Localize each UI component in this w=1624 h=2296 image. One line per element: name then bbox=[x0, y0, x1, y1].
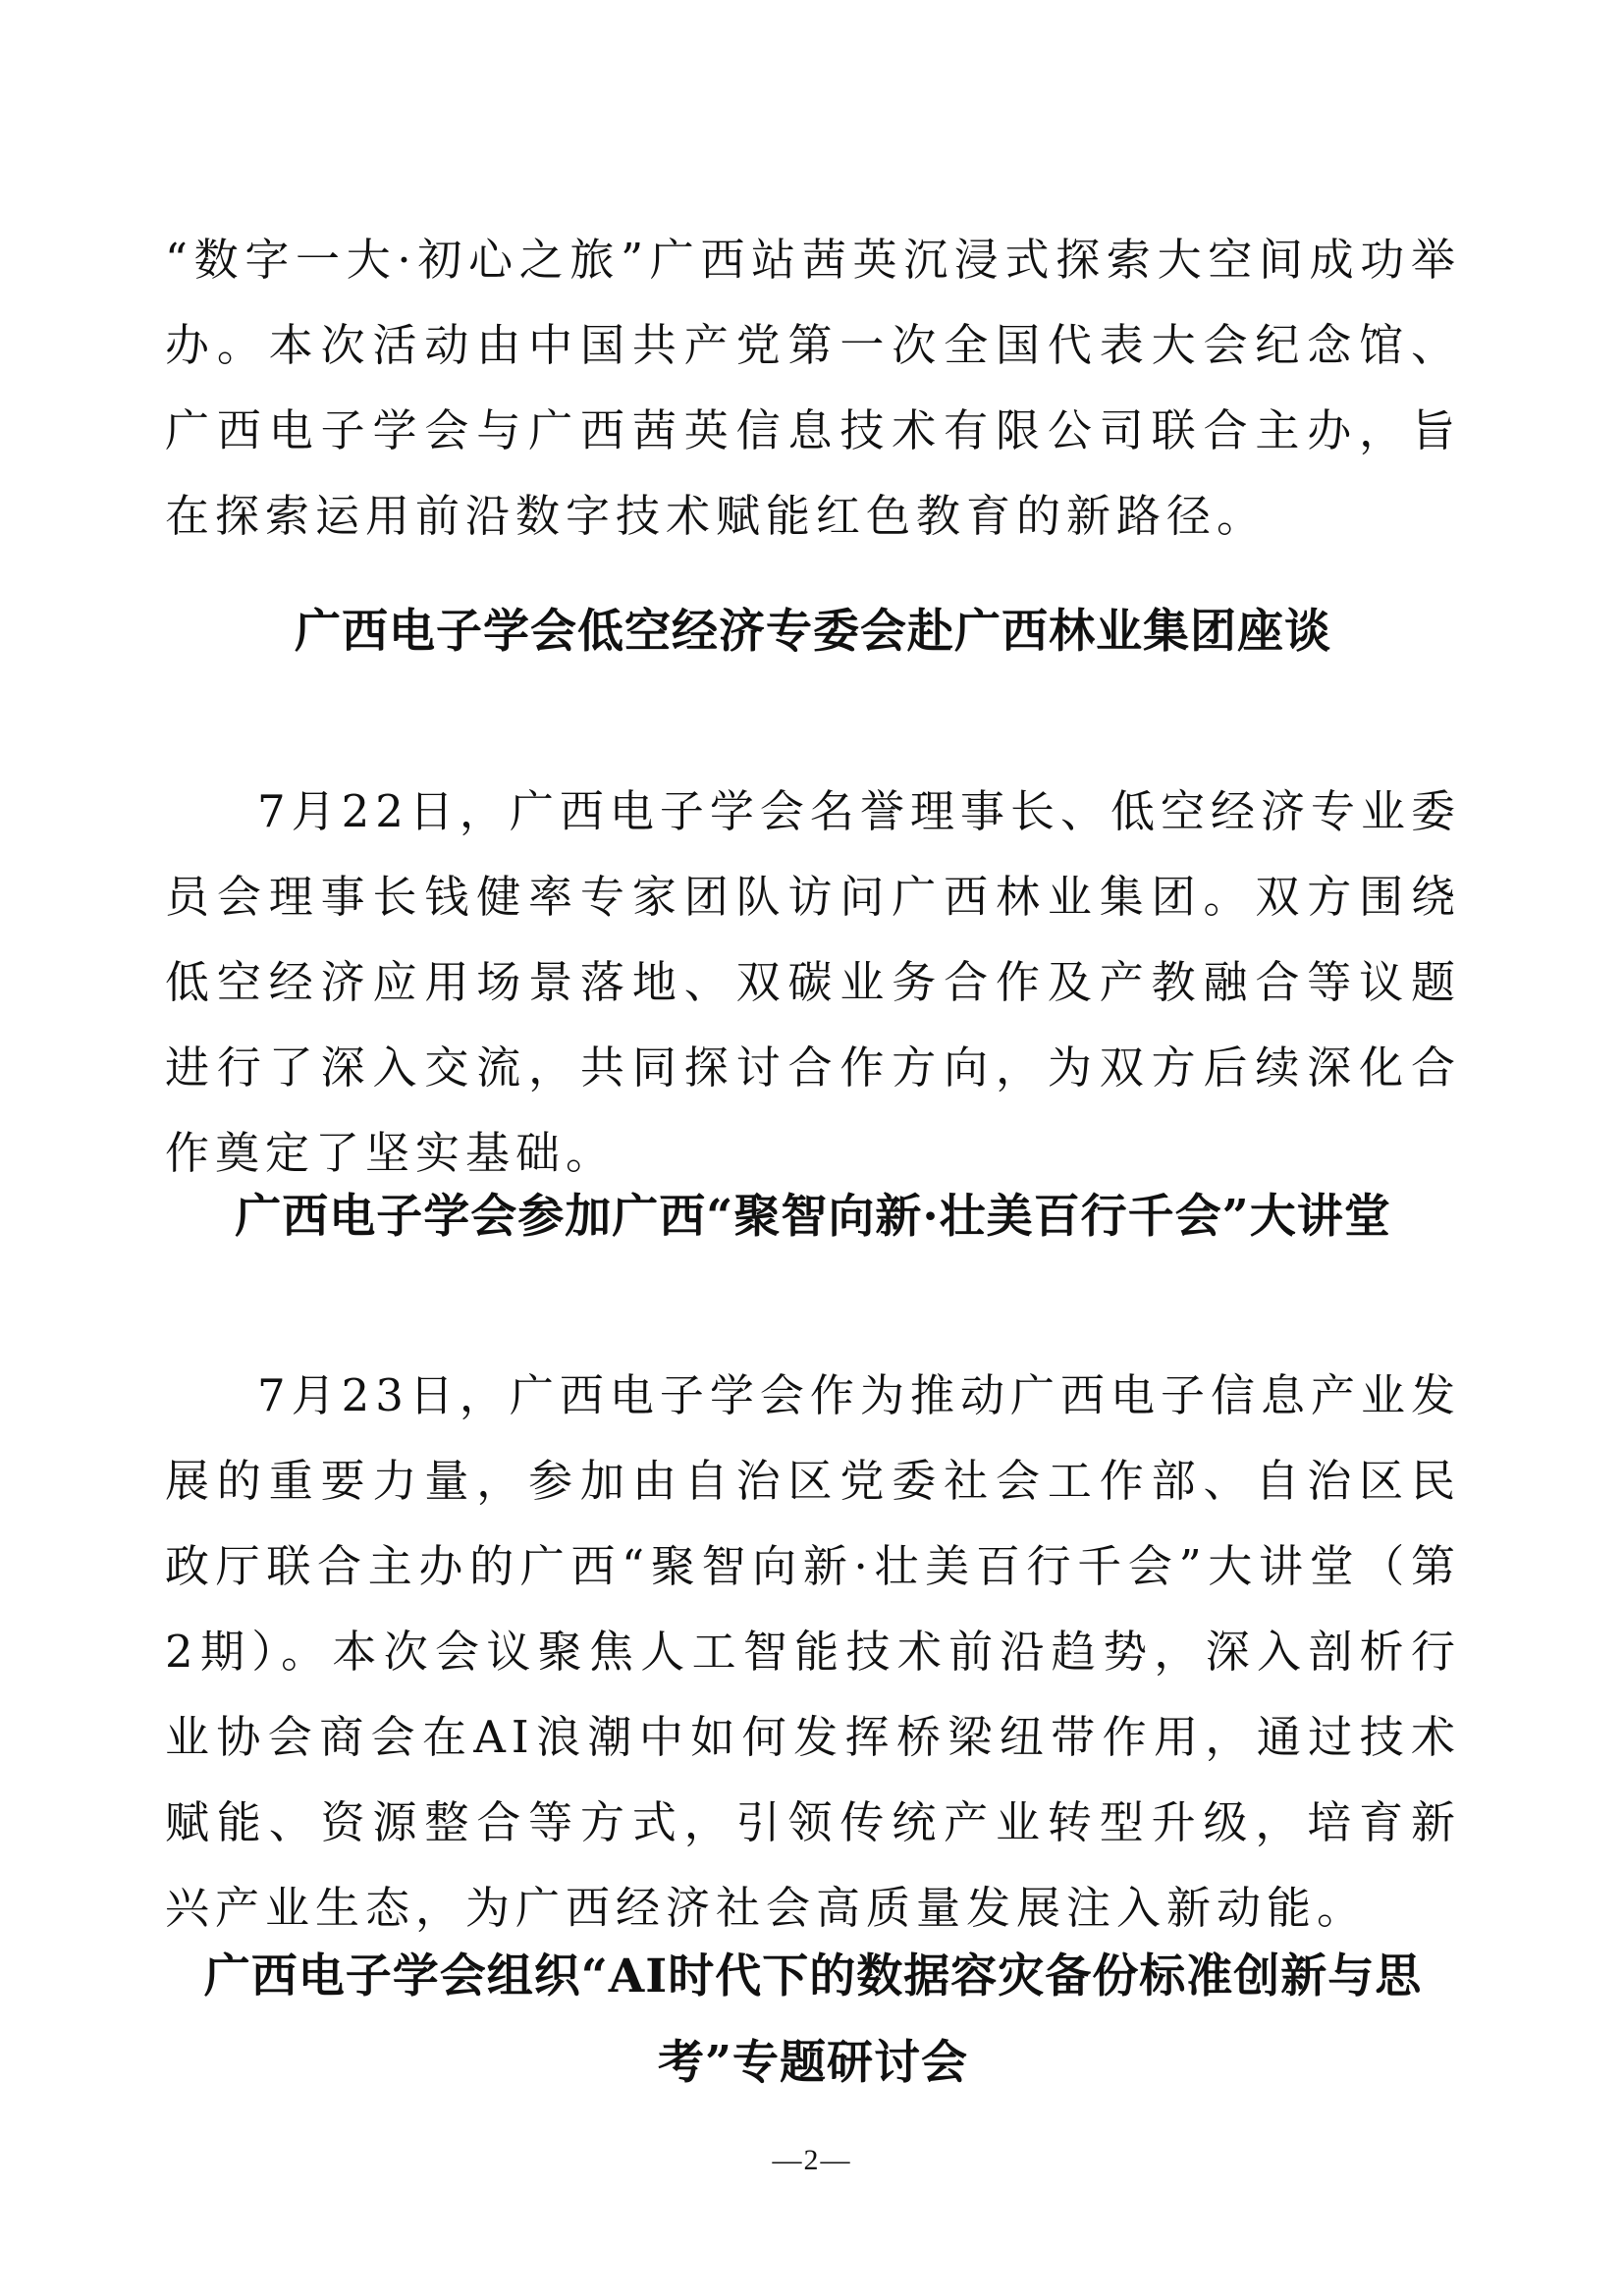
paragraph-lecture-hall-details: 7月23日，广西电子学会作为推动广西电子信息产业发展的重要力量，参加由自治区党委社会工作部、自治区民政厅联合主办的广西“聚智向新·壮美百行千会”大讲堂（第2期）。本次会议聚焦人工智能技术前沿趋势，深入剖析行业协会商会在AI浪潮中如何发挥桥梁纽带作用，通过技术赋能、资源整合等方式，引领传统产业转型升级，培育新兴产业生态，为广西经济社会高质量发展注入新动能。 bbox=[165, 1369, 1461, 1934]
heading-low-altitude-economy: 广西电子学会低空经济专委会赴广西林业集团座谈 bbox=[295, 605, 1331, 659]
heading-lecture-hall: 广西电子学会参加广西“聚智向新·壮美百行千会”大讲堂 bbox=[235, 1190, 1391, 1244]
heading-data-backup-seminar: 广西电子学会组织“AI时代下的数据容灾备份标准创新与思考”专题研讨会 bbox=[203, 1949, 1423, 2090]
paragraph-forestry-group-visit: 7月22日，广西电子学会名誉理事长、低空经济专业委员会理事长钱健率专家团队访问广西林业集团。双方围绕低空经济应用场景落地、双碳业务合作及产教融合等议题进行了深入交流，共同探讨合作方向，为双方后续深化合作奠定了坚实基础。 bbox=[165, 785, 1461, 1179]
paragraph-digital-exploration: “数字一大·初心之旅”广西站茜英沉浸式探索大空间成功举办。本次活动由中国共产党第一次全国代表大会纪念馆、广西电子学会与广西茜英信息技术有限公司联合主办，旨在探索运用前沿数字技术赋能红色教育的新路径。 bbox=[165, 234, 1461, 542]
page-number: —2— bbox=[772, 2144, 852, 2176]
